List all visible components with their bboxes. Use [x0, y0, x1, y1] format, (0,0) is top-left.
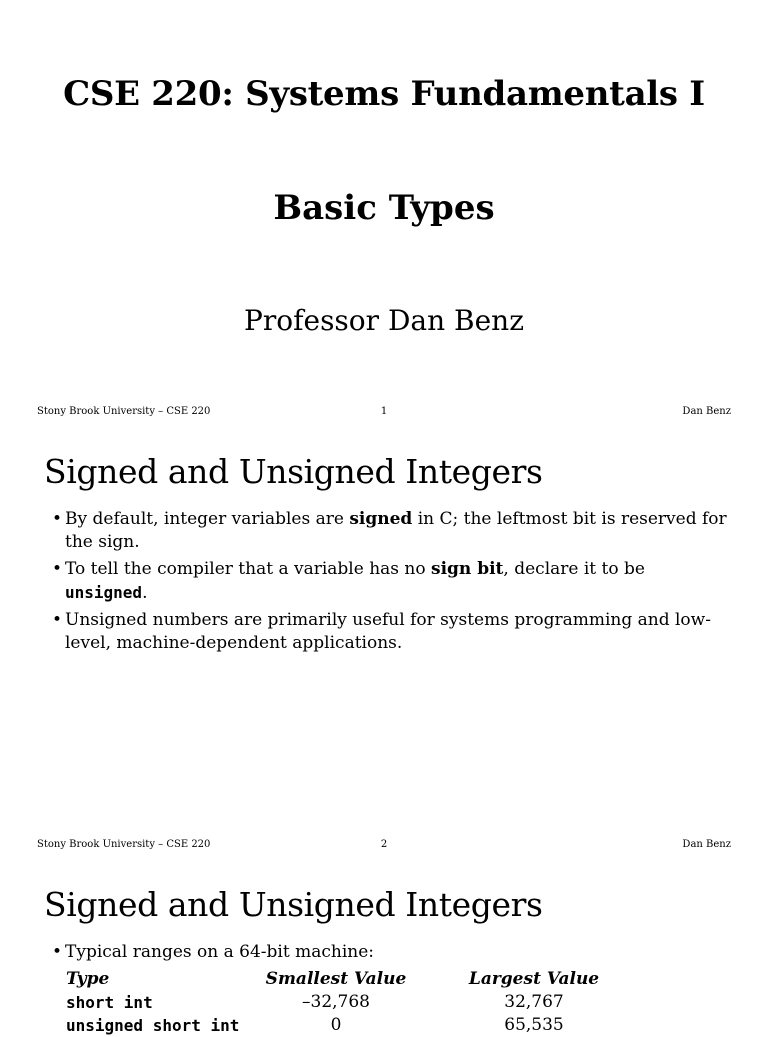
- footer-institution: Stony Brook University – CSE 220: [37, 406, 211, 417]
- integer-range-table: [66, 968, 652, 1037]
- table-row: [66, 991, 652, 1014]
- smallest-value-cell: –32,768: [302, 992, 370, 1012]
- largest-value-cell: 65,535: [504, 1015, 564, 1035]
- bullet-list: [52, 508, 728, 659]
- largest-value-cell: 32,767: [504, 992, 564, 1012]
- bullet-item: • By default, integer variables are signed in C; the leftmost bit is reserved for the sign.: [52, 508, 728, 554]
- footer-author: Dan Benz: [682, 406, 731, 417]
- slide-heading: Signed and Unsigned Integers: [44, 885, 543, 924]
- column-header-smallest: Smallest Value: [265, 969, 407, 989]
- column-header-type: Type: [66, 969, 110, 989]
- type-cell: unsigned short int: [66, 1016, 240, 1035]
- course-title: CSE 220: Systems Fundamentals I: [63, 74, 705, 114]
- title-slide: [0, 0, 768, 432]
- slide-footer: [37, 406, 731, 417]
- slide-heading: Signed and Unsigned Integers: [44, 452, 543, 491]
- footer-page-number: 2: [380, 839, 388, 850]
- emphasis-signed: signed: [349, 509, 413, 529]
- bullet-item: • To tell the compiler that a variable has no sign bit, declare it to be unsigned.: [52, 558, 728, 605]
- presenter-name: Professor Dan Benz: [244, 304, 524, 337]
- table-row: [66, 1014, 652, 1037]
- footer-author: Dan Benz: [682, 839, 731, 850]
- bullet-item: • Unsigned numbers are primarily useful for systems programming and low-level, machine-dependent applications.: [52, 609, 728, 655]
- footer-page-number: 1: [380, 406, 388, 417]
- type-cell: short int: [66, 993, 153, 1012]
- footer-institution: Stony Brook University – CSE 220: [37, 839, 211, 850]
- column-header-largest: Largest Value: [468, 969, 600, 989]
- deck-title: Basic Types: [273, 188, 495, 228]
- bullet-item: • Typical ranges on a 64-bit machine:: [52, 941, 728, 964]
- emphasis-sign-bit: sign bit: [431, 559, 504, 579]
- bullet-list: [52, 941, 728, 968]
- code-unsigned: unsigned: [65, 583, 143, 602]
- slide-footer: [37, 839, 731, 850]
- table-header-row: [66, 968, 652, 991]
- smallest-value-cell: 0: [330, 1015, 342, 1035]
